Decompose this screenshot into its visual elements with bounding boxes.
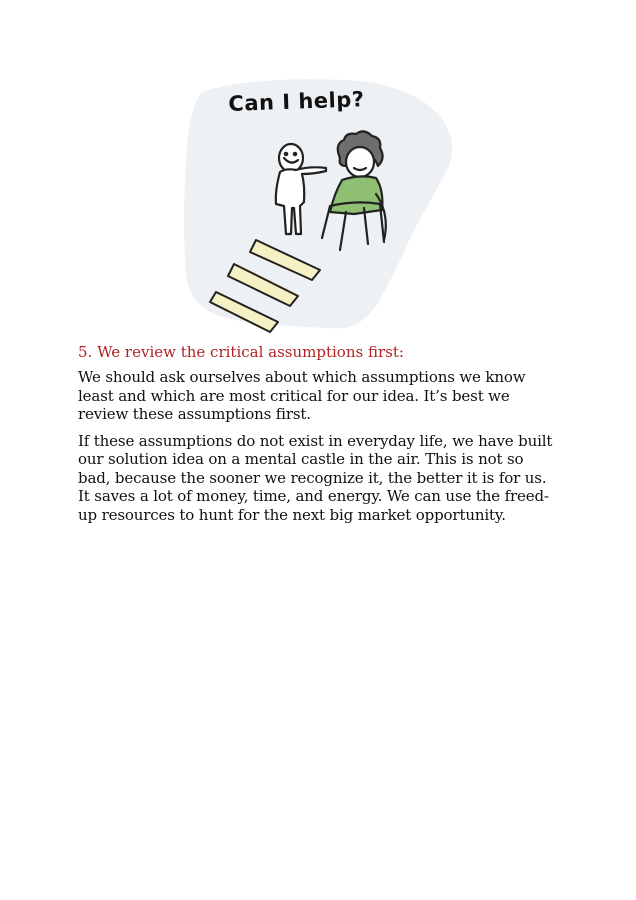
illustration-drawing (180, 74, 460, 336)
paragraph-1: We should ask ourselves about which assumptions we know least and which are most critical for our idea. It’s best we review these assumptions first. (78, 368, 526, 423)
section-content (78, 343, 558, 532)
illustration-background-blob (184, 79, 452, 328)
can-i-help-illustration (180, 74, 460, 336)
paragraph-2: If these assumptions do not exist in everyday life, we have built our solution idea on a mental castle in the air. This is not so bad, because the sooner we recognize it, the better it is for us. It saves a lot of money, time, and energy. We can use the freed-up resources to hunt for the next big market opportunity. (78, 431, 553, 524)
section-heading: 5. We review the critical assumptions first: (78, 343, 404, 361)
illustration-caption: Can I help? (228, 87, 365, 116)
